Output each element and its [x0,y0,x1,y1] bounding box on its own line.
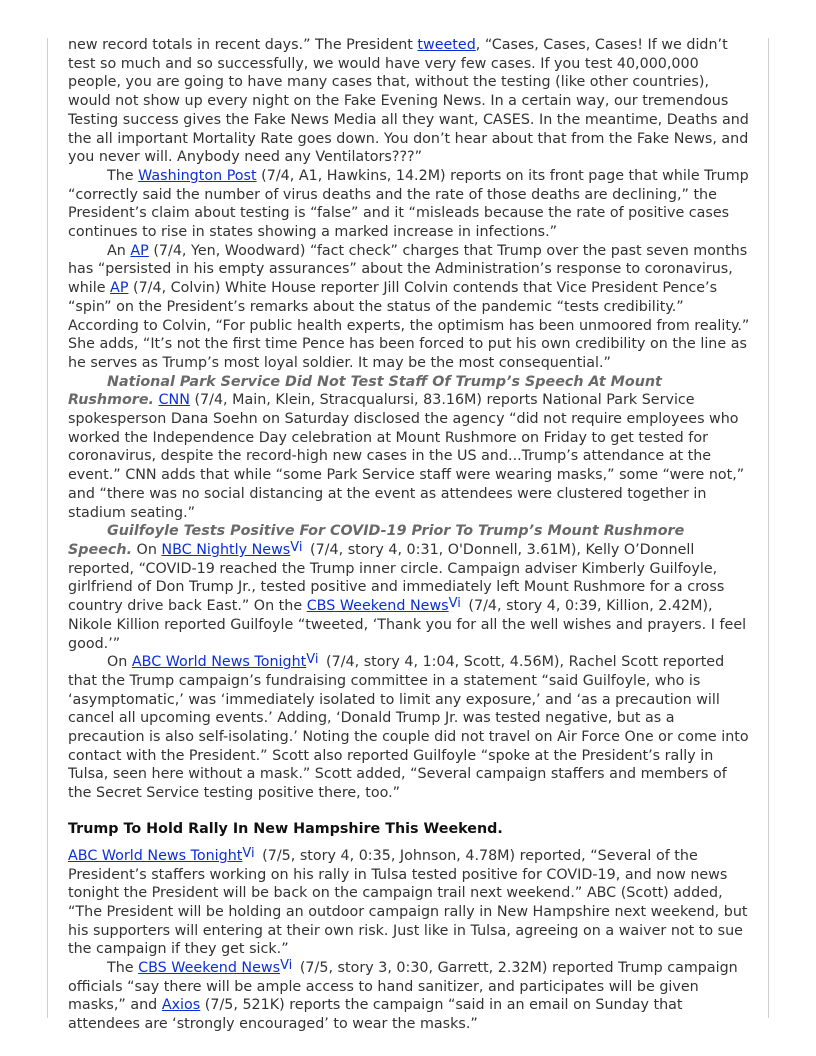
abc-world-news-tonight-link[interactable]: ABC World News Tonight [68,847,243,864]
cbs-weekend-news-link[interactable]: CBS Weekend News [306,598,449,615]
video-icon[interactable]: Vi [306,652,319,668]
video-icon[interactable]: Vi [242,845,255,861]
section-heading-new-hampshire: Trump To Hold Rally In New Hampshire This Weekend. [68,820,503,837]
right-margin-rule [768,38,769,1018]
story-heading-park-service: National Park Service Did Not Test Staff Of Trump’s Speech At Mount Rushmore. [68,373,662,409]
document-body [68,36,752,1034]
ap-link-1[interactable]: AP [130,242,149,259]
paragraph-abc-johnson: ABC World News Tonight$^{Vi}$ (7/5, story 4, 0:35, Johnson, 4.78M) reported, “Several of the President’s staffers working on his rally in Tulsa tested positive for COVID-19, and now news tonight the President will be back on the campaign trail next weekend.” ABC (Scott) added, “The President will be holding an outdoor campaign rally in New Hampshire next weekend, but his supporters will entering at their own risk. Just like in Tulsa, agreeing on a waiver not to sue the campaign if they get sick.” [68,845,748,958]
washington-post-link[interactable]: Washington Post [138,167,257,184]
cbs-weekend-news-link[interactable]: CBS Weekend News [138,960,281,977]
video-icon[interactable]: Vi [290,539,303,555]
paragraph-guilfoyle: Guilfoyle Tests Positive For COVID-19 Prior To Trump’s Mount Rushmore Speech. On NBC Nightly News$^{Vi}$ (7/4, story 4, 0:31, O'Donnell, 3.61M), Kelly O’Donnell reported, “COVID-19 reached the Trump inner circle. Campaign adviser Kimberly Guilfoyle, girlfriend of Don Trump Jr., tested positive and immediately left Mount Rushmore for a cross country drive back East.” On the CBS Weekend News$^{Vi}$ (7/4, story 4, 0:39, Killion, 2.42M), Nikole Killion reported Guilfoyle “tweeted, ‘Thank you for all the well wishes and prayers. I feel good.’” [68,523,747,652]
left-margin-rule [47,38,48,1018]
paragraph-washington-post: The Washington Post (7/4, A1, Hawkins, 14.2M) reports on its front page that while Trump “correctly said the number of virus deaths and the rate of those deaths are declining,” the President’s claim about testing is “false” and it “misleads because the rate of positive cases continues to rise in states showing a marked increase in infections.” [68,167,749,241]
paragraph-ap-fact-check: An AP (7/4, Yen, Woodward) “fact check” charges that Trump over the past seven months has “persisted in his empty assurances” about the Administration’s response to coronavirus, while AP (7/4, Colvin) White House reporter Jill Colvin contends that Vice President Pence’s “spin” on the President’s remarks about the status of the pandemic “tests credibility.” According to Colvin, “For public health experts, the optimism has been unmoored from reality.” She adds, “It’s not the first time Pence has been forced to put his own credibility on the line as he serves as Trump’s most loyal soldier. It may be the most consequential.” [68,242,750,371]
story-heading-guilfoyle: Guilfoyle Tests Positive For COVID-19 Prior To Trump’s Mount Rushmore Speech. [68,523,685,558]
video-icon[interactable]: Vi [448,596,461,612]
abc-world-news-tonight-link[interactable]: ABC World News Tonight [131,654,307,671]
paragraph-park-service: National Park Service Did Not Test Staff Of Trump’s Speech At Mount Rushmore. CNN (7/4, Main, Klein, Stracqualursi, 83.16M) reports National Park Service spokesperson Dana Soehn on Saturday disclosed the agency “did not require employees who worked the Independence Day celebration at Mount Rushmore on Friday to get tested for coronavirus, despite the record-high new cases in the US and...Trump’s attendance at the event.” CNN adds that while “some Park Service staff were wearing masks,” some “were not,” and “there was no social distancing at the event as attendees were clustered together in stadium seating.” [68,373,745,521]
ap-link-2[interactable]: AP [110,280,129,297]
paragraph-trump-tweet: new record totals in recent days.” The President tweeted, “Cases, Cases, Cases! If we didn’t test so much and so successfully, we would have very few cases. If you test 40,000,000 people, you are going to have many cases that, without the testing (like other countries), would not show up every night on the Fake Evening News. In a certain way, our tremendous Testing success gives the Fake News Media all they want, CASES. In the meantime, Deaths and the all important Mortality Rate goes down. You don’t hear about that from the Fake News, and you never will. Anybody need any Ventilators???” [68,37,749,166]
video-icon[interactable]: Vi [280,958,293,974]
tweeted-link[interactable]: tweeted [417,37,476,53]
paragraph-cbs-garrett: The CBS Weekend News$^{Vi}$ (7/5, story 3, 0:30, Garrett, 2.32M) reported Trump campaign officials “say there will be ample access to hand sanitizer, and participates will be given masks,” and Axios (7/5, 521K) reports the campaign “said in an email on Sunday that attendees are ‘strongly encouraged’ to wear the masks.” [68,958,738,1033]
axios-link[interactable]: Axios [161,997,201,1014]
paragraph-abc-scott: On ABC World News Tonight$^{Vi}$ (7/4, story 4, 1:04, Scott, 4.56M), Rachel Scott reported that the Trump campaign’s fundraising committee in a statement “said Guilfoyle, who is ‘asymptomatic,’ was ‘immediately isolated to limit any exposure,’ and ‘as a precaution will cancel all upcoming events.’ Adding, ‘Donald Trump Jr. was tested negative, but as a precaution is also self-isolating.’ Noting the couple did not travel on Air Force One or come into contact with the President.” Scott also reported Guilfoyle “spoke at the President’s rally in Tulsa, seen here without a mask.” Scott added, “Several campaign staffers and members of the Secret Service testing positive there, too.” [68,652,749,802]
nbc-nightly-news-link[interactable]: NBC Nightly News [161,541,291,558]
cnn-link[interactable]: CNN [158,392,190,409]
